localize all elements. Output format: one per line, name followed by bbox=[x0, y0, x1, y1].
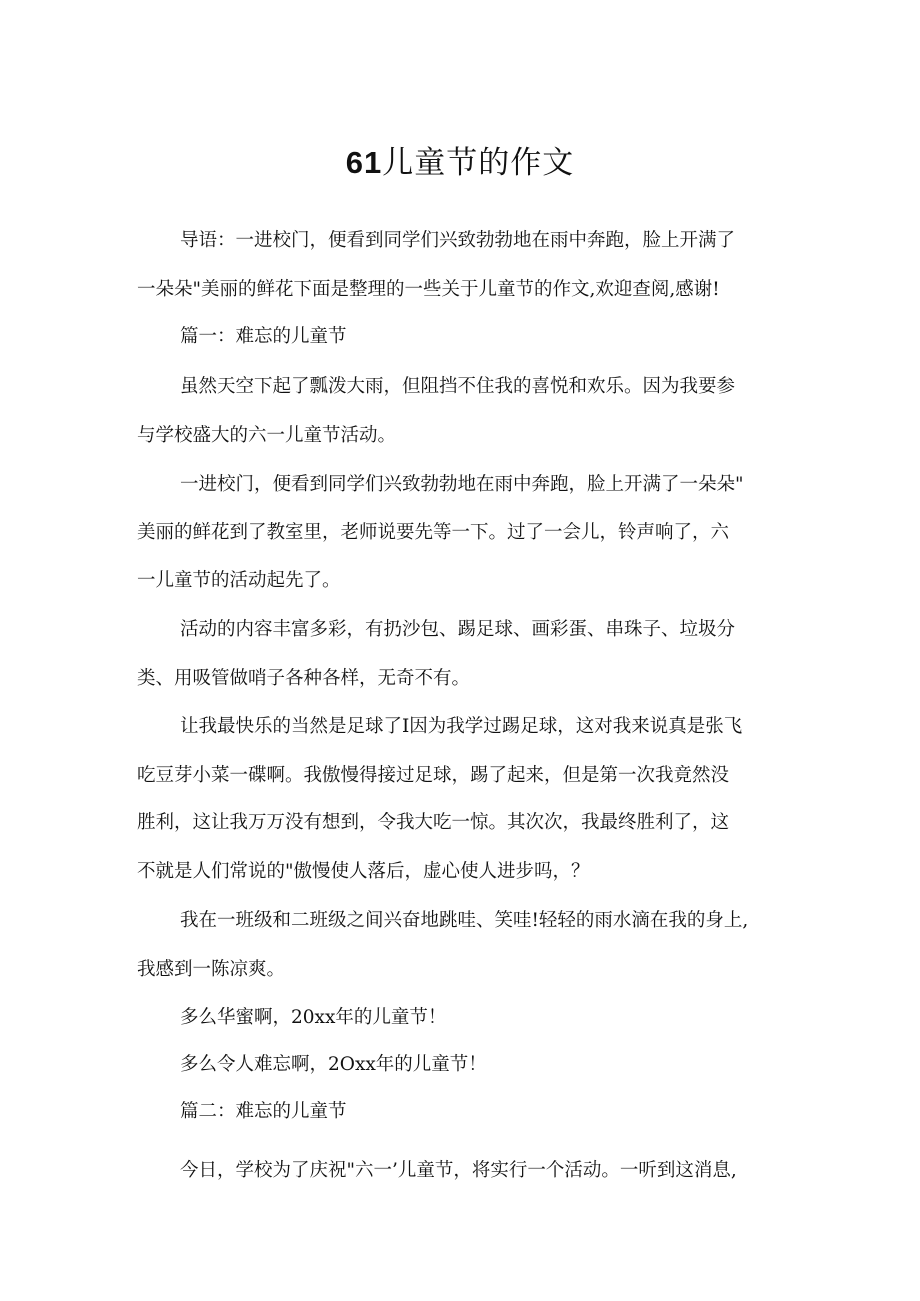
paragraph-line: 多么令人难忘啊，2Oxx年的儿童节！ bbox=[180, 1054, 487, 1075]
paragraph-line: 今日，学校为了庆祝"六一’儿童节，将实行一个活动。一听到这消息, bbox=[180, 1160, 737, 1181]
title-text: 儿童节的作文 bbox=[382, 145, 575, 181]
section-heading: 篇二：难忘的儿童节 bbox=[180, 1101, 347, 1122]
paragraph-line: 多么华蜜啊，20xx年的儿童节！ bbox=[180, 1007, 447, 1028]
paragraph-line: 让我最快乐的当然是足球了I因为我学过踢足球，这对我来说真是张飞 bbox=[180, 716, 743, 737]
paragraph-line: 一进校门，便看到同学们兴致勃勃地在雨中奔跑，脸上开满了一朵朵" bbox=[180, 474, 744, 495]
paragraph-line: 虽然天空下起了瓢泼大雨，但阻挡不住我的喜悦和欢乐。因为我要参 bbox=[180, 376, 736, 397]
paragraph-line: 美丽的鲜花到了教室里，老师说要先等一下。过了一会儿，铃声响了，六 bbox=[137, 522, 730, 543]
section-heading: 篇一：难忘的儿童节 bbox=[180, 326, 347, 347]
paragraph-line: 我感到一陈凉爽。 bbox=[137, 959, 286, 980]
paragraph-line: 吃豆芽小菜一碟啊。我傲慢得接过足球，踢了起来，但是第一次我竟然没 bbox=[137, 765, 730, 786]
title-number: 61 bbox=[345, 145, 383, 180]
paragraph-line: 与学校盛大的六一儿童节活动。 bbox=[137, 425, 397, 446]
paragraph-line: 一朵朵"美丽的鲜花下面是整理的一些关于儿童节的作文,欢迎查阅,感谢! bbox=[137, 279, 720, 300]
paragraph-line: 我在一班级和二班级之间兴奋地跳哇、笑哇!轻轻的雨水滴在我的身上, bbox=[180, 910, 749, 931]
paragraph-line: 类、用吸管做哨子各种各样，无奇不有。 bbox=[137, 668, 471, 689]
paragraph-line: 活动的内容丰富多彩，有扔沙包、踢足球、画彩蛋、串珠子、垃圾分 bbox=[180, 619, 736, 640]
paragraph-line: 导语：一进校门，便看到同学们兴致勃勃地在雨中奔跑，脸上开满了 bbox=[180, 230, 736, 251]
paragraph-line: 胜利，这让我万万没有想到，令我大吃一惊。其次次，我最终胜利了，这 bbox=[137, 812, 730, 833]
page-title bbox=[0, 140, 920, 186]
paragraph-line: 一儿童节的活动起先了。 bbox=[137, 570, 341, 591]
paragraph-line: 不就是人们常说的"傲慢使人落后，虚心使人进步吗，？ bbox=[137, 861, 590, 882]
